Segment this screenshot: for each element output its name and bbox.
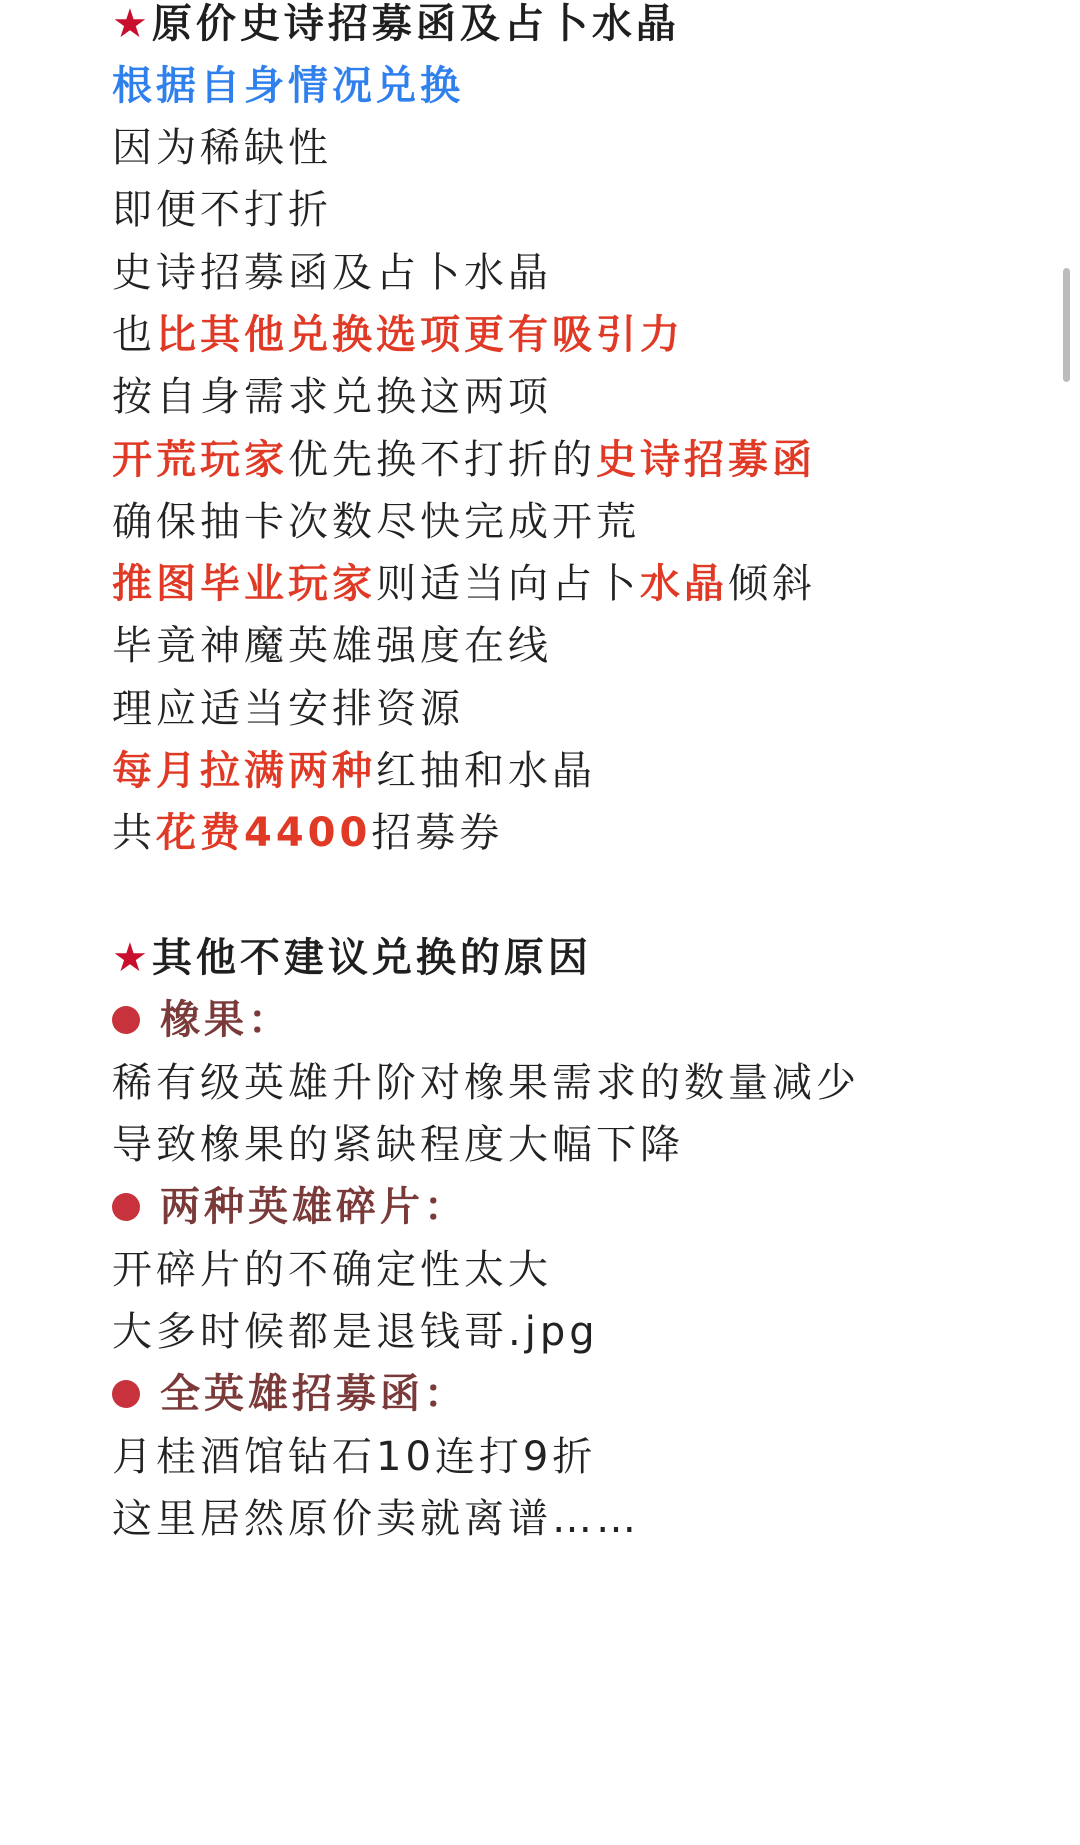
section-title: 其他不建议兑换的原因 [151, 935, 592, 981]
text-line: 稀有级英雄升阶对橡果需求的数量减少 [112, 1060, 860, 1106]
text-line [112, 803, 503, 863]
text-plain: 招募券 [371, 810, 504, 856]
text-plain: 则适当向占卜 [376, 561, 640, 607]
text-line: 开碎片的不确定性太大 [112, 1247, 552, 1293]
text-line: 这里居然原价卖就离谱…… [112, 1496, 640, 1542]
text-line [112, 554, 816, 614]
text-line: 大多时候都是退钱哥.jpg [112, 1309, 599, 1355]
bullet-item [112, 990, 292, 1050]
bullet-label: 橡果： [160, 997, 292, 1043]
text-highlight: 史诗招募函 [596, 437, 816, 483]
text-highlight: 推图毕业玩家 [112, 561, 376, 607]
vertical-scrollbar[interactable] [1063, 268, 1070, 382]
text-plain: 红抽和水晶 [376, 748, 596, 794]
text-line: 史诗招募函及占卜水晶 [112, 250, 552, 296]
text-highlight: 开荒玩家 [112, 437, 288, 483]
text-line [112, 741, 596, 801]
bullet-label: 全英雄招募函： [160, 1371, 468, 1417]
section-heading-not-recommended [112, 928, 592, 988]
text-line: 根据自身情况兑换 [112, 63, 464, 109]
text-line: 毕竟神魔英雄强度在线 [112, 623, 552, 669]
text-line: 即便不打折 [112, 187, 332, 233]
bullet-item [112, 1364, 468, 1424]
text-highlight: 每月拉满两种 [112, 748, 376, 794]
text-line: 理应适当安排资源 [112, 686, 464, 732]
text-line [112, 305, 684, 365]
text-line: 因为稀缺性 [112, 125, 332, 171]
text-highlight: 比其他兑换选项更有吸引力 [156, 312, 684, 358]
text-plain: 倾斜 [728, 561, 816, 607]
section-title: 原价史诗招募函及占卜水晶 [151, 1, 680, 47]
text-line: 月桂酒馆钻石10连打9折 [112, 1434, 597, 1480]
text-line: 导致橡果的紧缺程度大幅下降 [112, 1122, 684, 1168]
bullet-dot-icon [112, 1193, 140, 1221]
section-heading-original-price [112, 0, 680, 54]
bullet-dot-icon [112, 1006, 140, 1034]
star-icon: ★ [112, 935, 152, 981]
text-line: 确保抽卡次数尽快完成开荒 [112, 499, 640, 545]
text-line [112, 430, 816, 490]
text-highlight: 水晶 [640, 561, 728, 607]
text-plain: 优先换不打折的 [288, 437, 596, 483]
bullet-item [112, 1177, 468, 1237]
text-highlight: 花费4400 [156, 810, 372, 856]
text-plain: 共 [112, 810, 156, 856]
star-icon: ★ [112, 1, 152, 47]
bullet-dot-icon [112, 1380, 140, 1408]
bullet-label: 两种英雄碎片： [160, 1184, 468, 1230]
text-line: 按自身需求兑换这两项 [112, 374, 552, 420]
text-plain: 也 [112, 312, 156, 358]
